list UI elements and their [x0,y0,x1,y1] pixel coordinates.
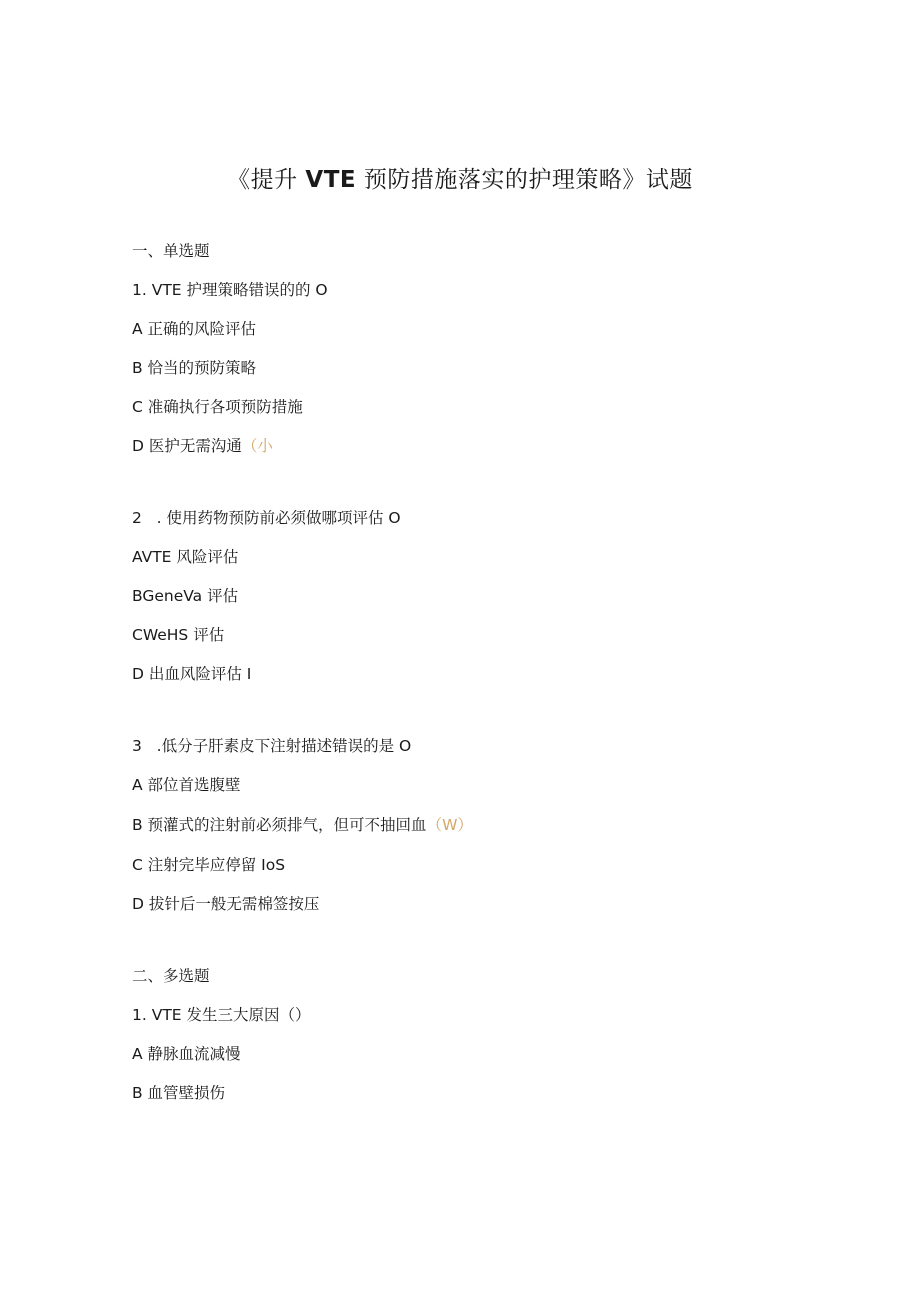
option-b-text: B 预灌式的注射前必须排气，但可不抽回血 [132,816,427,834]
question-3-option-c: C 注射完毕应停留 IoS [132,856,286,874]
title-suffix: 预防措施落实的护理策略》试题 [363,167,693,193]
question-3-option-b [132,814,473,836]
question-1-option-d [132,435,273,457]
option-d-text: D 医护无需沟通 [132,437,242,455]
question-3-stem: 3 .低分子肝素皮下注射描述错误的是 O [132,737,412,755]
question-2-option-d: D 出血风险评估 I [132,665,252,683]
question-1-option-c: C 准确执行各项预防措施 [132,398,303,416]
answer-mark: （W） [426,816,473,834]
section-heading-multiple-choice: 二、多选题 [132,967,210,985]
question-3-option-a: A 部位首选腹壁 [132,776,241,794]
question-2-option-c: CWeHS 评估 [132,626,225,644]
question-2-option-a: AVTE 风险评估 [132,548,239,566]
question-1-stem: 1. VTE 护理策略错误的的 O [132,281,328,299]
multi-question-1-stem: 1. VTE 发生三大原因（） [132,1006,311,1024]
answer-mark: （小 [241,437,273,455]
question-2-option-b: BGeneVa 评估 [132,587,239,605]
question-1-option-a: A 正确的风险评估 [132,320,257,338]
question-3-option-d: D 拔针后一般无需棉签按压 [132,895,320,913]
section-heading-single-choice: 一、单选题 [132,242,210,260]
question-1-option-b: B 恰当的预防策略 [132,359,257,377]
title-prefix: 《提升 [227,167,298,193]
question-2-stem: 2 . 使用药物预防前必须做哪项评估 O [132,509,401,527]
multi-question-1-option-a: A 静脉血流减慢 [132,1045,241,1063]
multi-question-1-option-b: B 血管壁损伤 [132,1084,226,1102]
document-title [0,164,920,196]
title-emphasis: VTE [305,167,357,193]
